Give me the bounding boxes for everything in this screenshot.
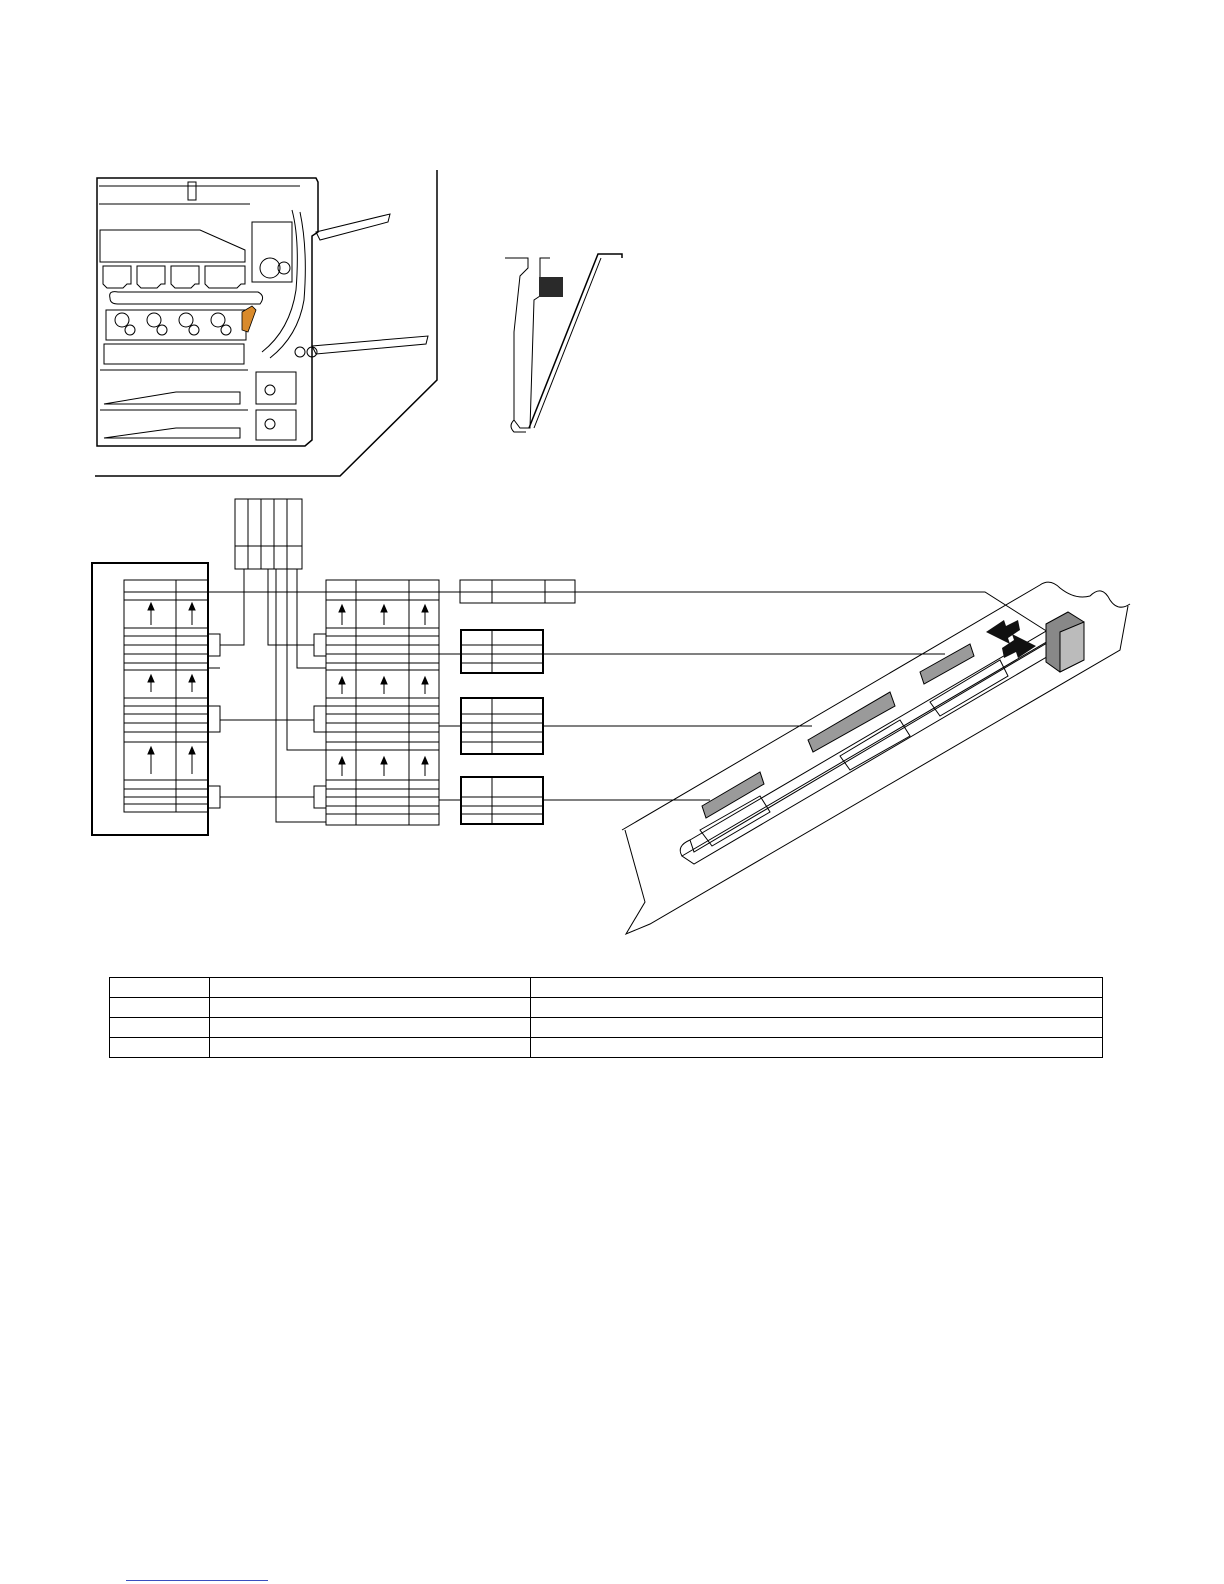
actuator-housing	[1046, 612, 1084, 672]
table-cell	[210, 1038, 531, 1058]
footer-link[interactable]	[126, 1580, 268, 1581]
table-cell	[110, 1018, 210, 1038]
table-cell	[110, 1038, 210, 1058]
table-cell	[110, 978, 210, 998]
table-cell	[210, 978, 531, 998]
table-cell	[110, 998, 210, 1018]
table-row	[110, 1018, 1103, 1038]
table-row	[110, 998, 1103, 1018]
table-cell	[210, 998, 531, 1018]
table-cell	[531, 1038, 1103, 1058]
table-row	[110, 1038, 1103, 1058]
table-cell	[531, 1018, 1103, 1038]
table-cell	[531, 998, 1103, 1018]
table-cell	[210, 1018, 531, 1038]
spec-table-container	[109, 977, 1103, 1057]
shutter-plates	[702, 644, 974, 818]
spec-table	[109, 977, 1103, 1058]
table-row	[110, 978, 1103, 998]
table-cell	[531, 978, 1103, 998]
shutter-rail	[680, 630, 1062, 864]
